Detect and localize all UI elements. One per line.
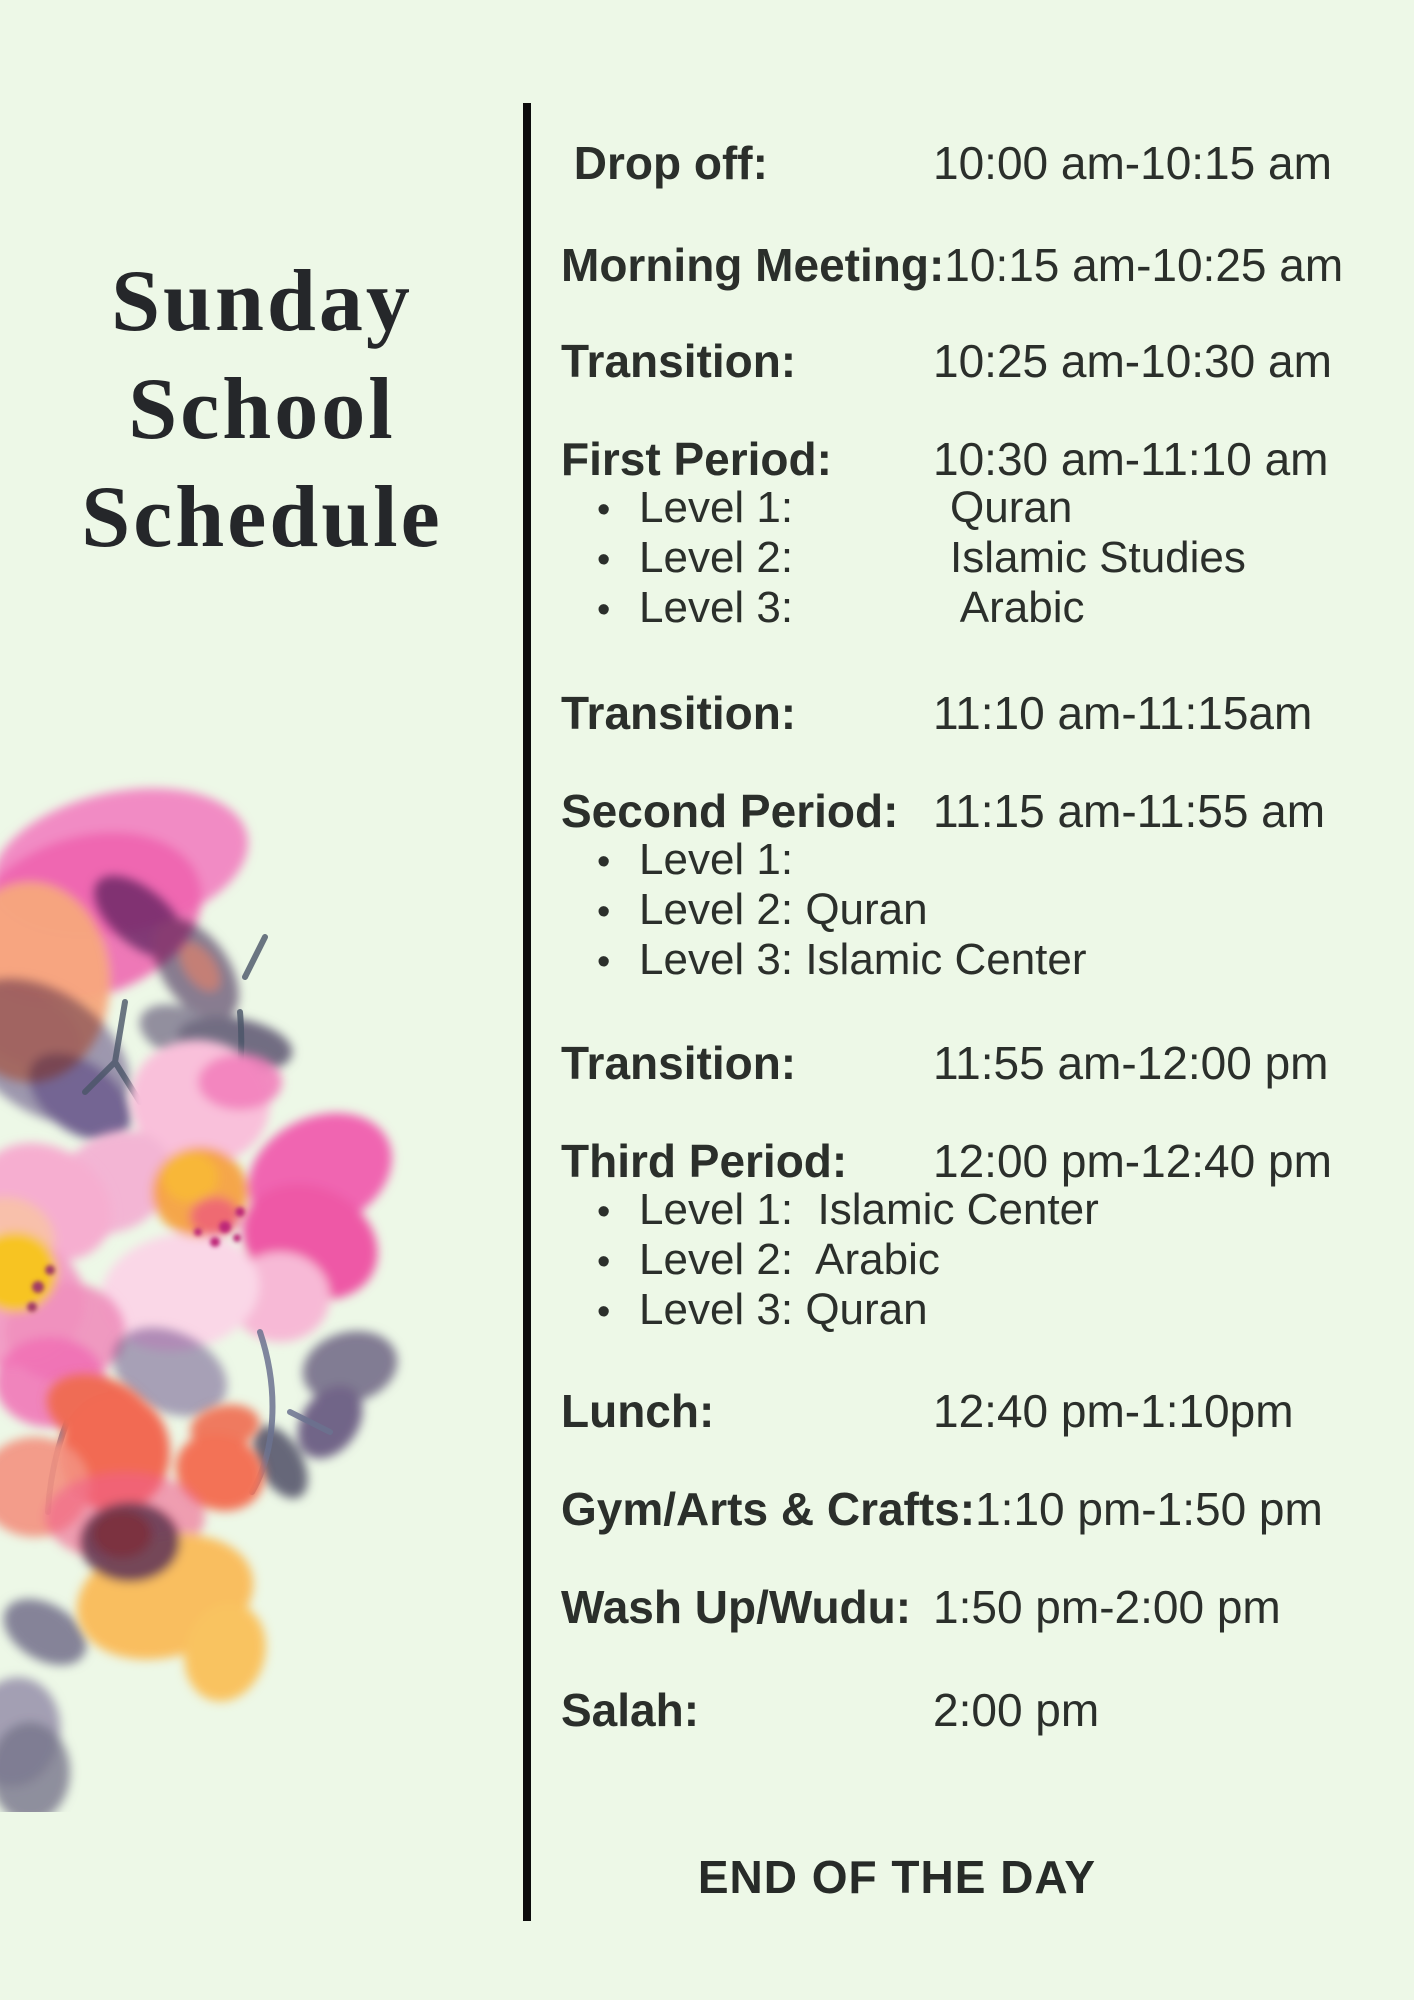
level-course: Arabic <box>950 583 1085 632</box>
level-label: Level 1: Islamic Center <box>639 1185 1099 1234</box>
activity-time: 10:00 am-10:15 am <box>933 137 1332 189</box>
bullet-icon: • <box>597 589 611 631</box>
activity-time: 12:40 pm-1:10pm <box>933 1385 1294 1437</box>
level-label: Level 1: <box>639 835 794 884</box>
activity-label: Transition: <box>561 687 797 739</box>
end-of-day-text: END OF THE DAY <box>697 1851 1097 1903</box>
activity-time: 1:10 pm-1:50 pm <box>975 1483 1323 1535</box>
level-course: Quran <box>950 483 1073 532</box>
activity-time: 10:30 am-11:10 am <box>933 433 1329 485</box>
level-label: Level 2: Quran <box>639 885 928 934</box>
activity-time: 11:15 am-11:55 am <box>933 785 1326 837</box>
watercolor-flowers-illustration <box>0 772 410 1812</box>
activity-time: 1:50 pm-2:00 pm <box>933 1581 1281 1633</box>
schedule-row <box>561 1679 1099 1741</box>
bullet-icon: • <box>597 1191 611 1233</box>
bullet-icon: • <box>597 841 611 883</box>
activity-label: Salah: <box>561 1684 700 1736</box>
bullet-icon: • <box>597 539 611 581</box>
bullet-icon: • <box>597 1291 611 1333</box>
title-line-3: Schedule <box>81 469 443 566</box>
activity-time: 11:10 am-11:15am <box>933 687 1313 739</box>
activity-label: Transition: <box>561 1037 797 1089</box>
activity-label: Lunch: <box>561 1385 715 1437</box>
divider-line <box>523 103 531 1921</box>
schedule-row <box>561 682 1312 744</box>
activity-label: Third Period: <box>561 1135 848 1187</box>
schedule-row <box>561 234 1343 296</box>
activity-label: First Period: <box>561 433 832 485</box>
activity-label: Morning Meeting: <box>561 239 945 291</box>
schedule-title <box>0 248 524 572</box>
level-label: Level 2: Arabic <box>639 1235 940 1284</box>
activity-label: Second Period: <box>561 785 899 837</box>
level-label: Level 2: <box>639 533 794 582</box>
bullet-icon: • <box>597 891 611 933</box>
schedule-row <box>561 1032 1329 1094</box>
activity-time: 2:00 pm <box>933 1684 1100 1736</box>
bullet-icon: • <box>597 1241 611 1283</box>
level-label: Level 1: <box>639 483 794 532</box>
schedule-row <box>561 330 1332 392</box>
schedule-row <box>561 1478 1323 1540</box>
title-line-2: School <box>128 361 396 458</box>
level-label: Level 3: Islamic Center <box>639 935 1087 984</box>
level-label: Level 3: Quran <box>639 1285 928 1334</box>
level-course: Islamic Studies <box>950 533 1246 582</box>
activity-label: Gym/Arts & Crafts: <box>561 1483 976 1535</box>
bullet-icon: • <box>597 941 611 983</box>
level-label: Level 3: <box>639 583 794 632</box>
bullet-icon: • <box>597 489 611 531</box>
activity-label: Transition: <box>561 335 797 387</box>
level-bullet-row <box>597 580 1085 638</box>
schedule-row <box>561 132 1332 194</box>
schedule-row <box>561 1576 1281 1638</box>
title-line-1: Sunday <box>111 253 413 350</box>
level-bullet-row <box>597 1282 950 1340</box>
level-bullet-row <box>597 932 1087 990</box>
activity-label: Drop off: <box>561 137 768 189</box>
schedule-row <box>561 1380 1294 1442</box>
activity-time: 11:55 am-12:00 pm <box>933 1037 1329 1089</box>
activity-time: 12:00 pm-12:40 pm <box>933 1135 1332 1187</box>
activity-label: Wash Up/Wudu: <box>561 1581 912 1633</box>
activity-time: 10:15 am-10:25 am <box>944 239 1344 291</box>
activity-time: 10:25 am-10:30 am <box>933 335 1332 387</box>
